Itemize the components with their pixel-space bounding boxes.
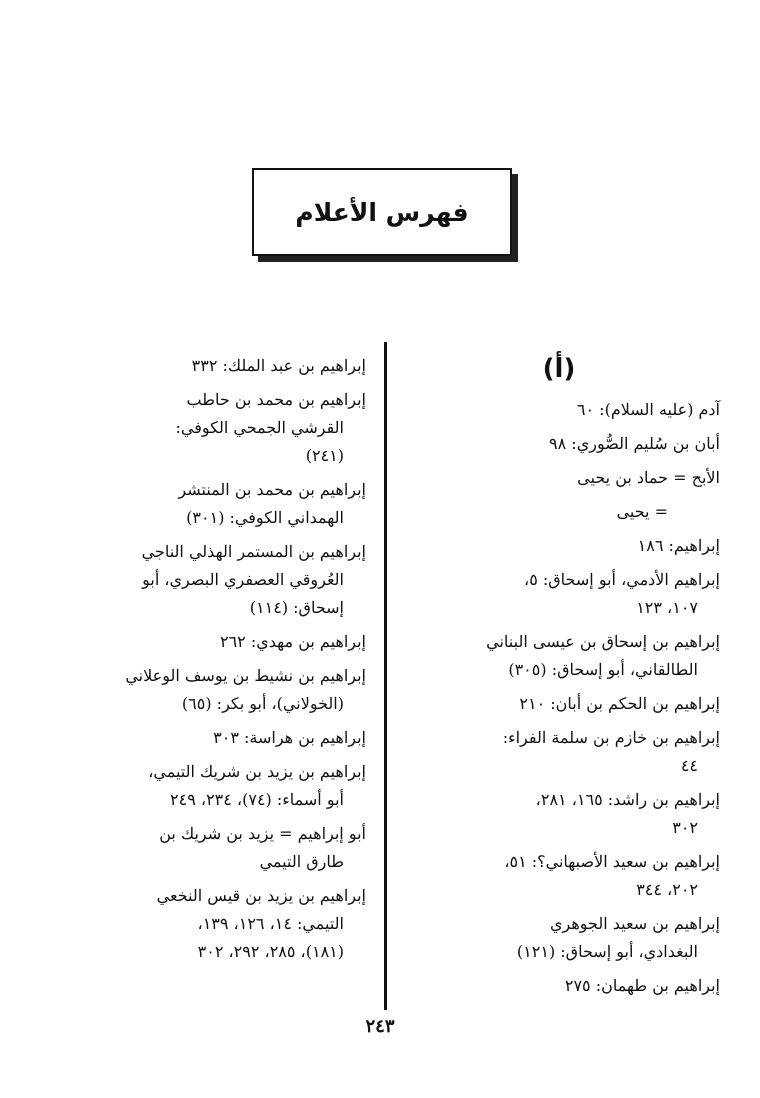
index-entry (398, 396, 720, 424)
index-entry (398, 690, 720, 718)
index-title: فهرس الأعلام (295, 197, 469, 227)
entry-name-line: أبان بن سُليم الصُّوري: ٩٨ (549, 434, 720, 453)
entry-name-line: إبراهيم بن يزيد بن قيس النخعي (156, 886, 366, 905)
left-column (36, 352, 366, 972)
entry-name-line: إبراهيم بن خازم بن سلمة الفراء: (502, 728, 720, 747)
entry-name-line: إبراهيم بن هراسة: ٣٠٣ (213, 728, 366, 747)
entry-continuation-line: العُروقي العصفري البصري، أبو (142, 570, 344, 589)
entry-continuation-line: (الخولاني)، أبو بكر: (٦٥) (181, 694, 344, 713)
entry-name-line: الأبح = حماد بن يحيى (577, 468, 720, 487)
entry-continuation-line: الهمداني الكوفي: (٣٠١) (186, 508, 344, 527)
index-entry (36, 628, 366, 656)
entry-continuation-line: ١٠٧، ١٢٣ (636, 598, 698, 617)
entry-continuation-line: البغدادي، أبو إسحاق: (١٢١) (516, 942, 698, 961)
index-entry (36, 662, 366, 718)
entry-continuation-line: التيمي: ١٤، ١٢٦، ١٣٩، (197, 914, 344, 933)
index-entry (36, 882, 366, 966)
entry-name-line: إبراهيم بن عبد الملك: ٣٣٢ (191, 356, 366, 375)
index-entry (398, 910, 720, 966)
entry-name-line: إبراهيم بن نشيط بن يوسف الوعلاني (125, 666, 366, 685)
entry-continuation-line: القرشي الجمحي الكوفي: (175, 418, 344, 437)
index-title-box (252, 168, 512, 256)
entry-name-line: إبراهيم بن مهدي: ٢٦٢ (219, 632, 366, 651)
index-entry (36, 476, 366, 532)
index-entry (36, 538, 366, 622)
entry-continuation-line: (٢٤١) (305, 446, 344, 465)
section-letter: (أ) (542, 354, 576, 384)
entry-continuation-line: أبو أسماء: (٧٤)، ٢٣٤، ٢٤٩ (170, 790, 344, 809)
entry-continuation-line: (١٨١)، ٢٨٥، ٢٩٢، ٣٠٢ (197, 942, 344, 961)
entry-name-line: إبراهيم الأدمي، أبو إسحاق: ٥، (524, 570, 720, 589)
index-entry (398, 464, 720, 492)
entry-name-line: إبراهيم بن محمد بن حاطب (186, 390, 366, 409)
entry-continuation-line: ٤٤ (680, 756, 698, 775)
entry-name-line: إبراهيم بن محمد بن المنتشر (178, 480, 366, 499)
index-entry (398, 566, 720, 622)
entry-name-line: إبراهيم بن إسحاق بن عيسى البناني (486, 632, 720, 651)
entry-name-line: = يحيى (616, 502, 668, 521)
index-entry (398, 786, 720, 842)
entry-continuation-line: الطالقاني، أبو إسحاق: (٣٠٥) (508, 660, 698, 679)
index-entry (398, 628, 720, 684)
entry-name-line: إبراهيم بن طهمان: ٢٧٥ (564, 976, 720, 995)
index-entry (36, 352, 366, 380)
index-entry (36, 724, 366, 752)
index-entry (36, 386, 366, 470)
entry-name-line: إبراهيم بن الحكم بن أبان: ٢١٠ (519, 694, 720, 713)
entry-name-line: أبو إبراهيم = يزيد بن شريك بن (159, 824, 366, 843)
entry-name-line: إبراهيم بن المستمر الهذلي الناجي (141, 542, 366, 561)
entry-name-line: آدم (عليه السلام): ٦٠ (576, 400, 720, 419)
index-entry (398, 430, 720, 458)
entry-name-line: إبراهيم: ١٨٦ (637, 536, 720, 555)
index-entry (398, 498, 720, 526)
entry-name-line: إبراهيم بن سعيد الأصبهاني؟: ٥١، (504, 852, 720, 871)
entry-name-line: إبراهيم بن يزيد بن شريك التيمي، (148, 762, 366, 781)
entry-continuation-line: ٣٠٢ (672, 818, 698, 837)
index-entry (36, 820, 366, 876)
right-entries (398, 396, 720, 1000)
index-entry (398, 972, 720, 1000)
index-entry (398, 532, 720, 560)
entry-name-line: إبراهيم بن راشد: ١٦٥، ٢٨١، (535, 790, 720, 809)
column-divider (384, 342, 387, 1010)
entry-continuation-line: ٢٠٢، ٣٤٤ (636, 880, 698, 899)
entry-continuation-line: إسحاق: (١١٤) (249, 598, 344, 617)
entry-name-line: إبراهيم بن سعيد الجوهري (549, 914, 720, 933)
right-column (398, 352, 720, 1006)
index-entry (398, 724, 720, 780)
page-number: ٢٤٣ (365, 1016, 395, 1037)
left-entries (36, 352, 366, 966)
entry-continuation-line: طارق التيمي (259, 852, 344, 871)
index-entry (398, 848, 720, 904)
index-entry (36, 758, 366, 814)
